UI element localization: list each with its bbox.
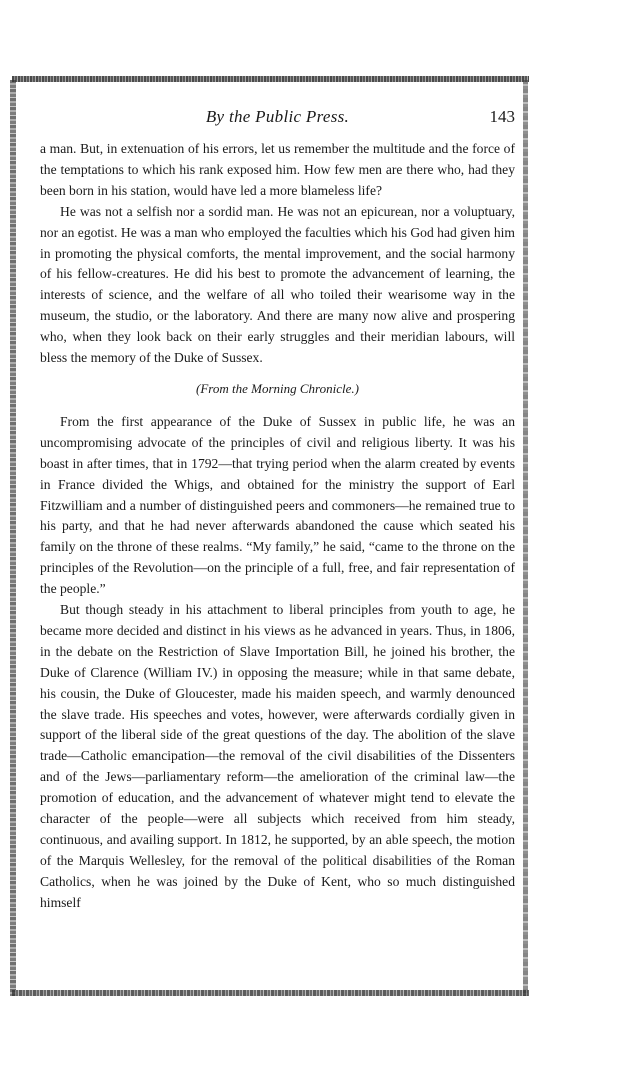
- bottom-page-border: [12, 990, 529, 996]
- paragraph-3: From the first appearance of the Duke of Sussex in public life, he was an uncompromising advocate of the principles of civil and religious liberty. It was his boast in after times, that in 1792—that trying period when the alarm created by events in France divided the Whigs, and obtained for the ministry the support of Earl Fitzwilliam and a number of distinguished peers and commoners—he remained true to his party, and that he had never afterwards abandoned the cause which seated his family on the throne of these realms. “My family,” he said, “came to the throne on the principles of the Revolution—on the principle of a full, free, and fair representation of the people.”: [40, 413, 515, 597]
- running-title: By the Public Press.: [205, 107, 350, 126]
- source-heading: (From the Morning Chronicle.): [196, 380, 359, 396]
- page-number: 143: [489, 107, 515, 126]
- top-page-border: [12, 76, 529, 82]
- right-page-border: [523, 80, 528, 996]
- left-page-border: [10, 80, 16, 996]
- paragraph-4: But though steady in his attachment to liberal principles from youth to age, he became more decided and distinct in his views as he advanced in years. Thus, in 1806, in the debate on the Restriction of Slave Importation Bill, he joined his brother, the Duke of Clarence (William IV.) in opposing the measure; while in that same debate, his cousin, the Duke of Gloucester, made his maiden speech, and warmly denounced the slave trade. His speeches and votes, however, were afterwards cordially given in support of the liberal side of the great questions of the day. The abolition of the slave trade—Catholic emancipation—the removal of the civil disabilities of the Dissenters and of the Jews—parliamentary reform—the amelioration of the criminal law—the promotion of education, and the advancement of whatever might tend to elevate the character of the people—were all subjects which received from him steady, continuous, and availing support. In 1812, he supported, by an able speech, the motion of the Marquis Wellesley, for the removal of the political disabilities of the Roman Catholics, when he was joined by the Duke of Kent, who so much distinguished himself: [40, 602, 515, 910]
- paragraph-2: He was not a selfish nor a sordid man. He was not an epicurean, nor a voluptuary, nor an egotist. He was a man who employed the faculties which his God had given him in promoting the physical comforts, the mental improvement, and the social harmony of his fellow-creatures. He did his best to promote the advancement of learning, the interests of science, and the welfare of all who toiled their wearisome way in the museum, the studio, or the laboratory. And there are many now alive and prospering who, when they look back on their early struggles and their meridian labours, will bless the memory of the Duke of Sussex.: [40, 203, 515, 366]
- paragraph-1: a man. But, in extenuation of his errors, let us remember the multitude and the force of the temptations to which his rank exposed him. How few men are there who, had they been born in his station, would have led a more blameless life?: [40, 141, 515, 198]
- page-header: [40, 107, 515, 131]
- body-text: [40, 139, 515, 914]
